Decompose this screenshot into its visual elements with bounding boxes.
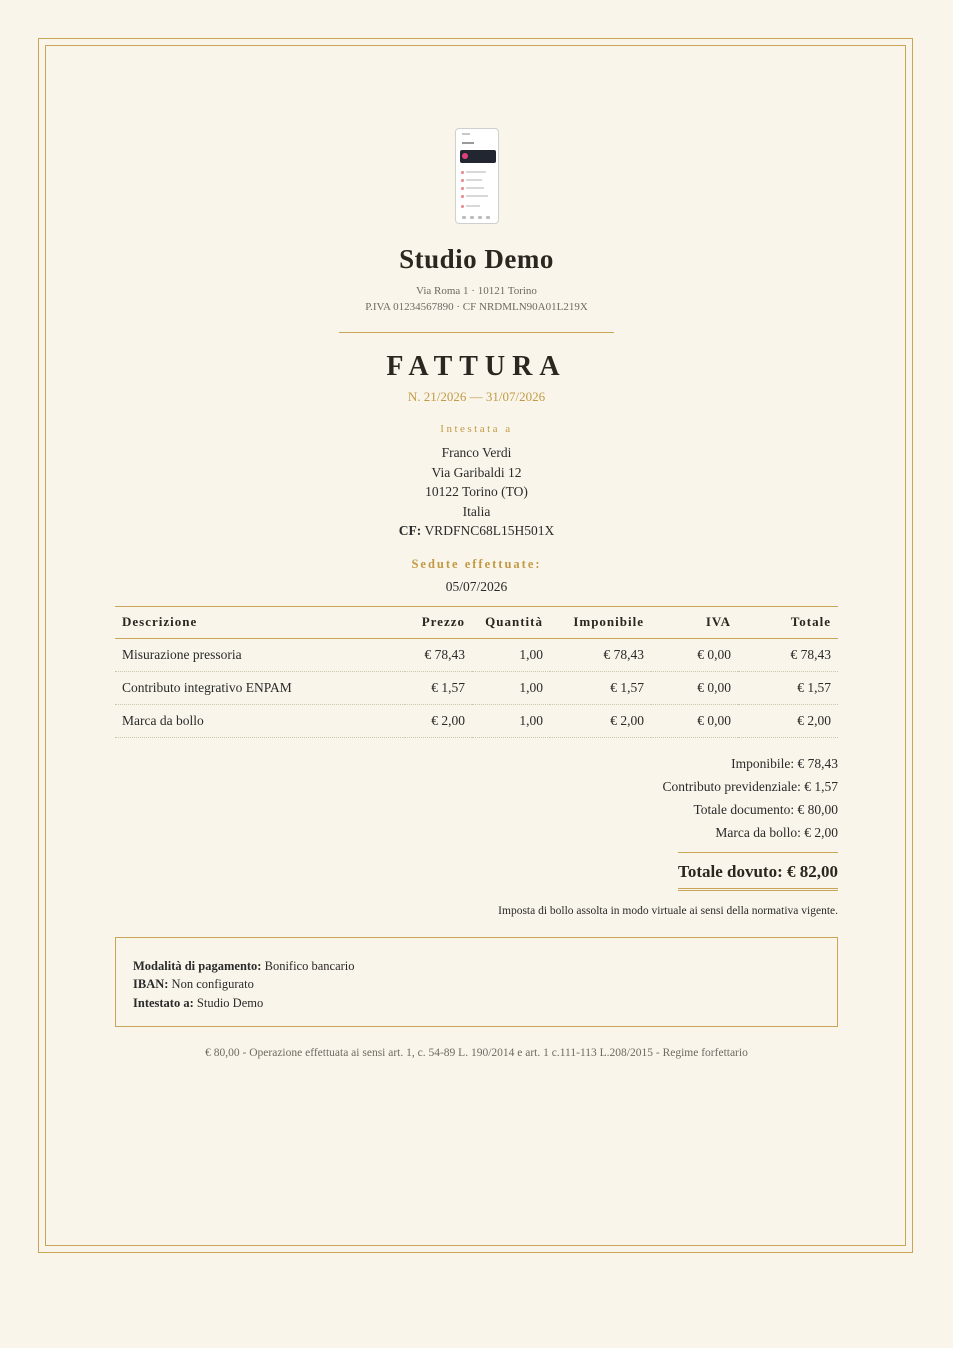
payment-holder (133, 994, 820, 1013)
cell-total: € 1,57 (738, 671, 838, 704)
table-row (115, 704, 838, 737)
column-header-vat: IVA (651, 606, 738, 638)
document-title: FATTURA (386, 351, 567, 382)
stamp-duty-note: Imposta di bollo assolta in modo virtuale ai sensi della normativa vigente. (498, 904, 838, 917)
logo-list-row (466, 195, 488, 197)
total-taxable: Imponibile: € 78,43 (731, 755, 838, 771)
invoice-items-table (115, 606, 838, 738)
logo-list-icon (461, 179, 464, 182)
cell-vat: € 0,00 (651, 704, 738, 737)
cell-taxable: € 78,43 (550, 638, 651, 671)
payment-iban-label: IBAN: (133, 977, 169, 991)
logo-list-icon (461, 195, 464, 198)
payment-info-box (115, 937, 838, 1027)
payment-holder-label: Intestato a: (133, 995, 194, 1010)
grand-total: Totale dovuto: € 82,00 (678, 852, 838, 891)
payment-holder-value: Studio Demo (196, 995, 264, 1010)
table-row (115, 671, 838, 704)
cell-vat: € 0,00 (651, 671, 738, 704)
studio-fiscal-ids: P.IVA 01234567890 · CF NRDMLN90A01L219X (365, 301, 588, 313)
cell-description: Misurazione pressoria (115, 638, 405, 671)
column-header-total: Totale (738, 606, 838, 638)
cell-price: € 78,43 (405, 638, 472, 671)
total-stamp: Marca da bollo: € 2,00 (715, 824, 838, 840)
logo-status-bar (462, 133, 470, 135)
logo-list-row (466, 179, 482, 181)
studio-name: Studio Demo (399, 244, 554, 274)
client-cf-value: VRDFNC68L15H501X (424, 523, 555, 538)
cell-quantity: 1,00 (472, 671, 550, 704)
cell-vat: € 0,00 (651, 638, 738, 671)
column-header-description: Descrizione (115, 606, 405, 638)
client-cf-label: CF: (398, 523, 422, 538)
invoice-document (115, 125, 838, 1059)
document-number-date: N. 21/2026 — 31/07/2026 (407, 389, 546, 404)
payment-iban (133, 975, 820, 994)
cell-taxable: € 2,00 (550, 704, 651, 737)
tax-regime-note: € 80,00 - Operazione effettuata ai sensi art. 1, c. 54-89 L. 190/2014 e art. 1 c.111-113 L.208/2015 - Regime forfettario (205, 1046, 748, 1059)
cell-description: Marca da bollo (115, 704, 405, 737)
cell-price: € 1,57 (405, 671, 472, 704)
cell-price: € 2,00 (405, 704, 472, 737)
logo-list-icon (461, 171, 464, 174)
client-cf (115, 521, 838, 541)
client-street: Via Garibaldi 12 (431, 464, 522, 480)
logo-tab-icon (486, 216, 490, 219)
column-header-taxable: Imponibile (550, 606, 651, 638)
total-document: Totale documento: € 80,00 (693, 801, 838, 817)
logo-avatar (462, 153, 468, 159)
logo-list-row (466, 205, 480, 207)
logo-tab-icon (478, 216, 482, 219)
cell-total: € 78,43 (738, 638, 838, 671)
cell-quantity: 1,00 (472, 704, 550, 737)
logo-tab-icon (470, 216, 474, 219)
table-header-row (115, 606, 838, 638)
cell-quantity: 1,00 (472, 638, 550, 671)
logo-tab-icon (462, 216, 466, 219)
logo-list-row (466, 187, 484, 189)
sessions-date: 05/07/2026 (445, 578, 508, 594)
cell-description: Contributo integrativo ENPAM (115, 671, 405, 704)
table-row (115, 638, 838, 671)
client-city: 10122 Torino (TO) (425, 484, 528, 499)
column-header-quantity: Quantità (472, 606, 550, 638)
client-country: Italia (462, 503, 491, 519)
grand-total-wrap (115, 852, 838, 891)
total-contribution: Contributo previdenziale: € 1,57 (662, 778, 838, 794)
logo-list-icon (461, 187, 464, 190)
cell-taxable: € 1,57 (550, 671, 651, 704)
client-name: Franco Verdi (441, 445, 512, 460)
header-divider (339, 332, 614, 333)
payment-method-value: Bonifico bancario (264, 958, 355, 973)
payment-method (133, 957, 820, 976)
cell-total: € 2,00 (738, 704, 838, 737)
payment-iban-value: Non configurato (171, 977, 254, 991)
logo-list-icon (461, 205, 464, 208)
client-block (115, 443, 838, 541)
sessions-label: Sedute effettuate: (411, 556, 542, 571)
studio-logo-image (455, 128, 499, 224)
logo-title-bar (462, 142, 474, 144)
payment-method-label: Modalità di pagamento: (133, 958, 262, 973)
client-section-label: Intestata a (440, 423, 513, 435)
studio-address: Via Roma 1 · 10121 Torino (416, 285, 537, 297)
totals-summary (115, 752, 838, 844)
column-header-price: Prezzo (405, 606, 472, 638)
logo-list-row (466, 171, 486, 173)
